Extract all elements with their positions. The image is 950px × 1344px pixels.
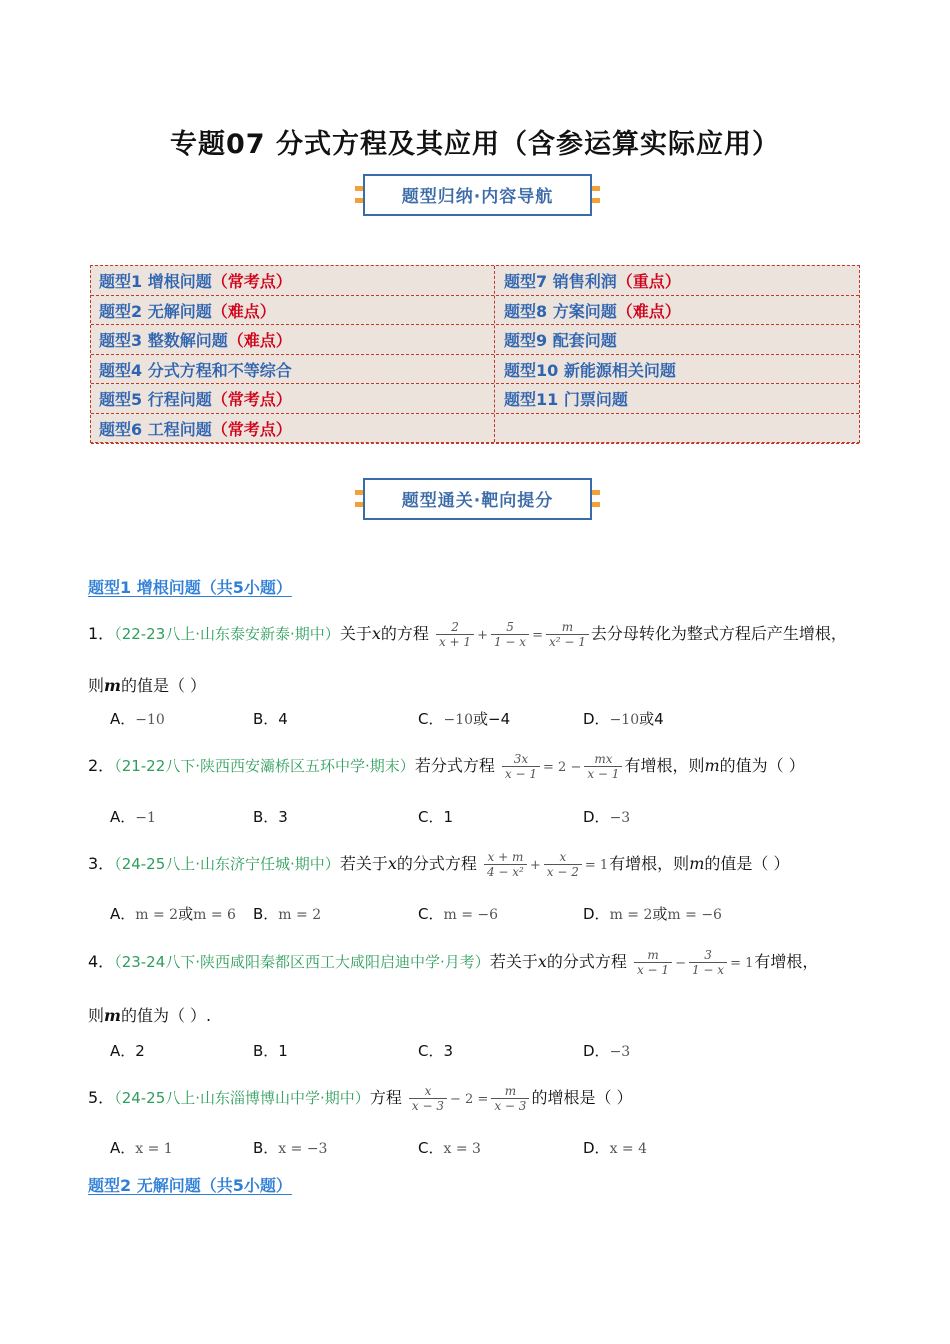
option-c[interactable]: C．1 (418, 808, 454, 826)
option-d[interactable]: D．−10或4 (583, 710, 664, 728)
question-3: 3．（24-25八上·山东济宁任城·期中）若关于x的分式方程 $\frac{x + m}{\text{4 − x²}}$ + $\frac{x}{x - 2}$ = 1有增根，则m的值是（ ） (88, 850, 790, 879)
option-a[interactable]: A．−1 (110, 808, 156, 826)
fraction: $\frac{mx}{x - 1}$ (584, 752, 622, 781)
option-c[interactable]: C．x = 3 (418, 1139, 481, 1157)
toc-divider (494, 266, 495, 442)
question-1-continuation: 则m的值是（ ） (88, 676, 207, 695)
option-b[interactable]: B．x = −3 (253, 1139, 328, 1157)
question-source: （22-23八上·山东泰安新泰·期中） (114, 625, 340, 643)
section-heading-1[interactable]: 题型1 增根问题（共5小题） (88, 578, 292, 597)
toc-table (90, 265, 860, 443)
toc-row (91, 384, 859, 414)
option-b[interactable]: B．1 (253, 1042, 288, 1060)
banner-content-nav (355, 174, 600, 216)
toc-item-11[interactable]: 题型11 门票问题 (504, 390, 628, 410)
option-d[interactable]: D．−3 (583, 1042, 631, 1060)
question-5: 5．（24-25八上·山东淄博博山中学·期中）方程 $\frac{x}{x - 3}$ − 2 = $\frac{m}{x - 3}$ 的增根是（ ） (88, 1084, 633, 1113)
section-heading-2[interactable]: 题型2 无解问题（共5小题） (88, 1176, 292, 1195)
option-c[interactable]: C．m = −6 (418, 905, 499, 923)
toc-row (91, 325, 859, 355)
question-source: （24-25八上·山东济宁任城·期中） (114, 855, 340, 873)
question-4-continuation: 则m的值为（ ）. (88, 1006, 212, 1025)
question-source: （24-25八上·山东淄博博山中学·期中） (114, 1089, 370, 1107)
option-d[interactable]: D．−3 (583, 808, 631, 826)
toc-item-2[interactable]: 题型2 无解问题（难点） (99, 301, 276, 321)
fraction: $\frac{m}{\text{x² − 1}}$ (546, 620, 589, 649)
option-a[interactable]: A．x = 1 (110, 1139, 173, 1157)
toc-item-8[interactable]: 题型8 方案问题（难点） (504, 301, 681, 321)
toc-row (91, 266, 859, 296)
fraction: $\frac{2}{x + 1}$ (436, 620, 474, 649)
option-c[interactable]: C．−10或−4 (418, 710, 511, 728)
fraction: $\frac{x}{x - 3}$ (409, 1084, 447, 1113)
option-b[interactable]: B．m = 2 (253, 905, 322, 923)
toc-item-4[interactable]: 题型4 分式方程和不等综合 (99, 360, 292, 380)
fraction: $\frac{3}{1 - x}$ (689, 948, 727, 977)
option-a[interactable]: A．2 (110, 1042, 145, 1060)
toc-row (91, 414, 859, 444)
toc-item-10[interactable]: 题型10 新能源相关问题 (504, 360, 676, 380)
fraction: $\frac{x + m}{\text{4 − x²}}$ (484, 850, 527, 879)
question-number: 1． (88, 624, 115, 643)
toc-item-6[interactable]: 题型6 工程问题（常考点） (99, 420, 292, 439)
question-source: （21-22八下·陕西西安灞桥区五环中学·期末） (114, 757, 415, 775)
toc-item-9[interactable]: 题型9 配套问题 (504, 331, 617, 351)
fraction: $\frac{5}{1 - x}$ (491, 620, 529, 649)
banner-text: 题型通关·靶向提分 (401, 491, 554, 511)
option-d[interactable]: D．x = 4 (583, 1139, 647, 1157)
toc-item-7[interactable]: 题型7 销售利润（重点） (504, 272, 681, 291)
option-d[interactable]: D．m = 2或m = −6 (583, 905, 722, 923)
banner-practice (355, 478, 600, 520)
fraction: $\frac{3x}{x - 1}$ (502, 752, 540, 781)
toc-row (91, 296, 859, 326)
fraction: $\frac{x}{x - 2}$ (544, 850, 582, 879)
option-b[interactable]: B．4 (253, 710, 288, 728)
banner-text: 题型归纳·内容导航 (401, 187, 554, 207)
question-4: 4．（23-24八下·陕西咸阳秦都区西工大咸阳启迪中学·月考）若关于x的分式方程 $\frac{m}{x - 1}$ − $\frac{3}{1 - x}$ = 1有增根， (88, 948, 819, 977)
option-b[interactable]: B．3 (253, 808, 288, 826)
toc-item-1[interactable]: 题型1 增根问题（常考点） (99, 272, 292, 291)
fraction: $\frac{m}{x - 1}$ (634, 948, 672, 977)
fraction: $\frac{m}{x - 3}$ (491, 1084, 529, 1113)
option-c[interactable]: C．3 (418, 1042, 454, 1060)
toc-item-3[interactable]: 题型3 整数解问题（难点） (99, 331, 292, 351)
question-source: （23-24八下·陕西咸阳秦都区西工大咸阳启迪中学·月考） (114, 953, 490, 971)
toc-row (91, 355, 859, 385)
toc-item-5[interactable]: 题型5 行程问题（常考点） (99, 390, 292, 410)
page-title: 专题07 分式方程及其应用（含参运算实际应用） (170, 129, 780, 160)
question-2: 2．（21-22八下·陕西西安灞桥区五环中学·期末）若分式方程 $\frac{3x}{x - 1}$ = 2 − $\frac{mx}{x - 1}$ 有增根，则m的值为（ ） (88, 752, 805, 781)
option-a[interactable]: A．−10 (110, 710, 165, 728)
question-1: 1．（22-23八上·山东泰安新泰·期中）关于x的方程 $\frac{2}{x + 1}$ + $\frac{5}{1 - x}$ = $\frac{m}{\text{x² − 1}}$ 去分母转化为整式方程后产生增根， (88, 620, 847, 649)
option-a[interactable]: A．m = 2或m = 6 (110, 905, 236, 923)
